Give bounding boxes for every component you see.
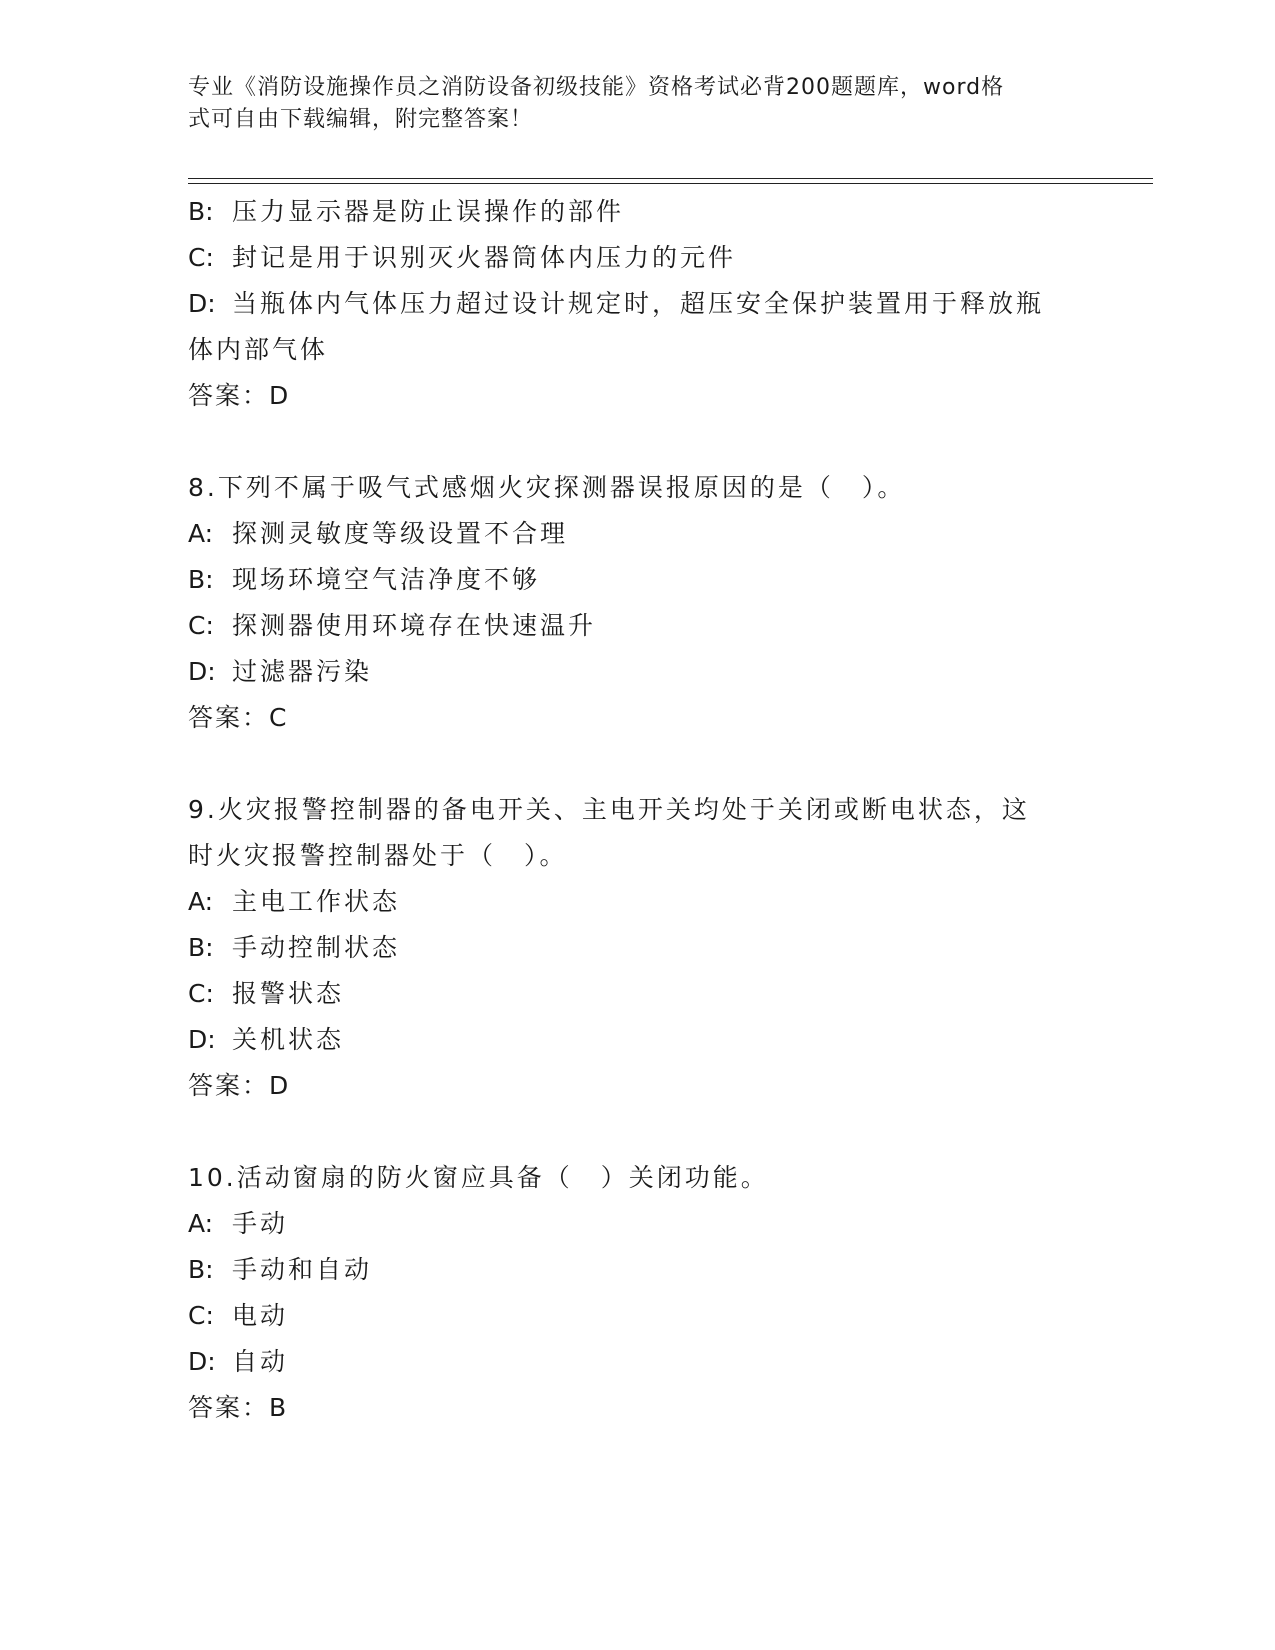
option-d: D: 关机状态 [188,1025,345,1054]
header-divider-bottom [188,183,1153,184]
option-a: A: 探测灵敏度等级设置不合理 [188,519,569,548]
answer-line: 答案：D [188,381,291,410]
header-divider-top [188,178,1153,179]
question-10 [188,1155,1088,1431]
option-d: D: 自动 [188,1347,289,1376]
question-7-continued [188,189,1088,419]
question-8 [188,465,1088,741]
option-d-continued: 体内部气体 [188,335,329,364]
option-b: B: 手动和自动 [188,1255,373,1284]
option-c: C: 探测器使用环境存在快速温升 [188,611,597,640]
question-stem: 9.火灾报警控制器的备电开关、主电开关均处于关闭或断电状态，这 [188,795,1030,824]
answer-line: 答案：D [188,1071,291,1100]
option-b: B: 压力显示器是防止误操作的部件 [188,197,625,226]
option-b: B: 手动控制状态 [188,933,401,962]
option-a: A: 手动 [188,1209,289,1238]
header-line-2: 式可自由下载编辑，附完整答案！ [188,107,534,132]
document-header [188,72,1068,136]
answer-line: 答案：B [188,1393,289,1422]
header-line-1: 专业《消防设施操作员之消防设备初级技能》资格考试必背200题题库，word格 [188,75,1005,100]
question-stem-continued: 时火灾报警控制器处于（ ）。 [188,841,568,870]
option-c: C: 报警状态 [188,979,345,1008]
question-stem: 10.活动窗扇的防火窗应具备（ ）关闭功能。 [188,1163,769,1192]
question-list [188,189,1088,1431]
option-d: D: 当瓶体内气体压力超过设计规定时，超压安全保护装置用于释放瓶 [188,289,1045,318]
option-a: A: 主电工作状态 [188,887,401,916]
option-d: D: 过滤器污染 [188,657,373,686]
question-stem: 8.下列不属于吸气式感烟火灾探测器误报原因的是（ ）。 [188,473,906,502]
answer-line: 答案：C [188,703,289,732]
option-c: C: 电动 [188,1301,289,1330]
option-b: B: 现场环境空气洁净度不够 [188,565,541,594]
option-c: C: 封记是用于识别灭火器筒体内压力的元件 [188,243,737,272]
question-9 [188,787,1088,1109]
